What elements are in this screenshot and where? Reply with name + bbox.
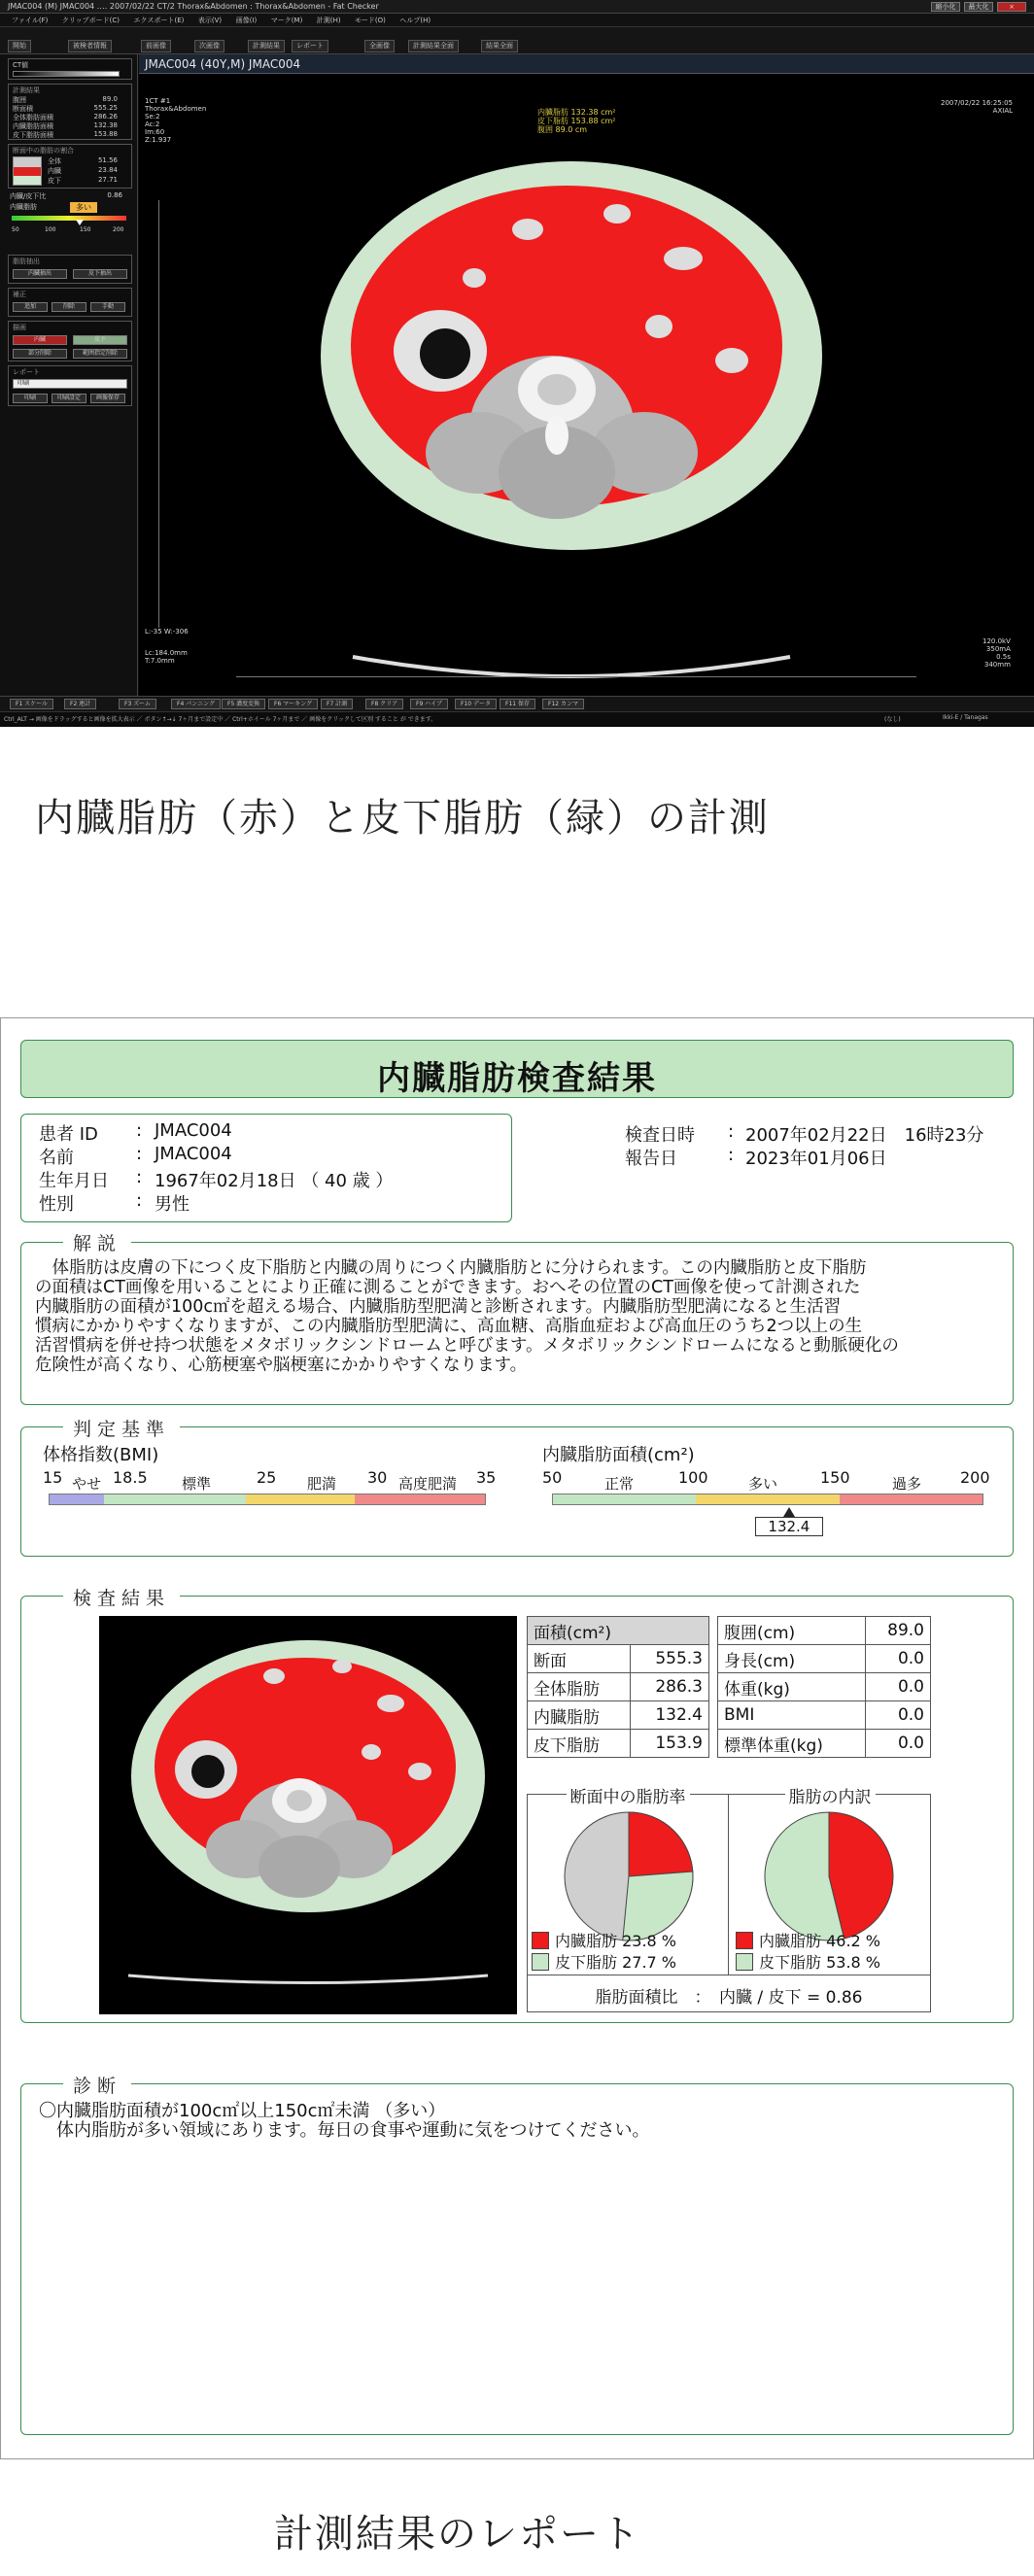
manual-button[interactable]: 手動 xyxy=(90,302,125,312)
explanation-line: 活習慣病を併せ持つ状態をメタボリックシンドロームと呼びます。メタボリックシンドロームになると動脈硬化の xyxy=(35,1336,899,1356)
explanation-line: の面積はCT画像を用いることにより正確に測ることができます。おへその位置のCT画像を使って計測された xyxy=(35,1278,861,1297)
overlay-text: 0.5s xyxy=(996,653,1011,661)
menu-clipboard[interactable]: クリップボード(C) xyxy=(61,17,120,24)
ratio-value: 27.71 xyxy=(97,176,118,184)
visceral-extract-button[interactable]: 内臓抽出 xyxy=(13,269,67,279)
fkey-button[interactable]: F3 ズーム xyxy=(119,699,156,709)
vfa-range-label: 過多 xyxy=(892,1475,922,1493)
correction-title: 補正 xyxy=(13,291,26,298)
report-section-title: レポート xyxy=(13,368,40,376)
vfa-tick: 150 xyxy=(80,226,91,233)
all-images-button[interactable]: 全画像 xyxy=(364,40,395,52)
status-user: Ikki-E / Tanagas xyxy=(943,714,988,721)
overlay-text: 340mm xyxy=(983,661,1011,669)
bmi-range-label: 標準 xyxy=(182,1475,212,1493)
left-panel xyxy=(0,54,138,696)
colon: : xyxy=(136,1144,143,1164)
overlay-text: Im:60 xyxy=(145,128,165,136)
bmi-seg-thin xyxy=(50,1494,104,1504)
vfa-tick: 50 xyxy=(542,1468,563,1487)
overlay-text: 1CT #1 xyxy=(145,97,171,105)
add-button[interactable]: 追加 xyxy=(13,302,48,312)
vfa-scale-bar xyxy=(552,1494,983,1505)
colon: : xyxy=(136,1190,143,1211)
horizontal-ruler xyxy=(236,676,916,677)
table-row xyxy=(528,1617,709,1645)
marker-arrow-icon xyxy=(783,1507,795,1517)
overlay-measure-value: 132.38 xyxy=(570,108,599,117)
fkey-button[interactable]: F9 ハイブ xyxy=(410,699,448,709)
vfa-title: 内臓脂肪面積(cm²) xyxy=(542,1445,695,1465)
report-title-box xyxy=(20,1040,1014,1098)
result-full-button[interactable]: 計測結果全面 xyxy=(408,40,459,52)
diagnosis-heading: 診断 xyxy=(63,2072,131,2098)
results-heading: 検査結果 xyxy=(63,1584,180,1610)
table-row xyxy=(718,1645,931,1673)
draw-subcut-button[interactable]: 皮下 xyxy=(73,335,127,345)
draw-title: 描画 xyxy=(13,324,26,331)
overlay-measure-label: 内臓脂肪 xyxy=(537,108,569,117)
overlay-measure-label: 皮下脂肪 xyxy=(537,117,569,125)
result-value: 153.88 xyxy=(93,130,118,138)
table-cell-value: 286.3 xyxy=(631,1673,709,1701)
table-cell-value: 132.4 xyxy=(631,1701,709,1730)
overlay-text: Lc:184.0mm xyxy=(145,649,188,657)
vfa-label: 内臓脂肪 xyxy=(10,203,37,211)
table-cell-value: 555.3 xyxy=(631,1645,709,1673)
result-label: 全体脂肪面積 xyxy=(13,114,53,121)
bmi-seg-severe xyxy=(355,1494,485,1504)
fkey-button[interactable]: F11 保存 xyxy=(500,699,535,709)
vfa-tick: 100 xyxy=(45,226,56,233)
menu-export[interactable]: エクスポート(E) xyxy=(133,17,185,24)
fkey-button[interactable]: F1 スケール xyxy=(10,699,53,709)
legend-swatch xyxy=(736,1932,753,1949)
result-value: 555.25 xyxy=(93,104,118,112)
legend-item xyxy=(532,1931,676,1952)
minimize-button[interactable]: 縮小化 xyxy=(931,2,960,12)
patient-name-value: JMAC004 xyxy=(155,1144,232,1164)
table-cell-value: 0.0 xyxy=(865,1645,930,1673)
menu-measure[interactable]: 計測(H) xyxy=(316,17,341,24)
table-row xyxy=(718,1673,931,1701)
area-table-header: 面積(cm²) xyxy=(528,1617,709,1645)
patient-id-value: JMAC004 xyxy=(155,1120,232,1141)
birthdate-label: 生年月日 xyxy=(39,1171,109,1191)
fat-ratio-text: 脂肪面積比 ： 内臓 / 皮下 = 0.86 xyxy=(595,1988,863,2008)
table-row xyxy=(528,1701,709,1730)
draw-section xyxy=(8,321,132,361)
vfa-scale-bar xyxy=(12,216,126,221)
ratio-label: 内臓 xyxy=(48,167,61,175)
report-button[interactable]: レポート xyxy=(292,40,328,52)
colon: : xyxy=(136,1120,143,1141)
menu-mode[interactable]: モード(O) xyxy=(355,17,386,24)
criteria-box xyxy=(20,1426,1014,1557)
pie-panel xyxy=(527,1788,931,2012)
overlay-measure-unit: cm xyxy=(574,125,588,134)
explanation-line: 危険性が高くなり、心筋梗塞や脳梗塞にかかりやすくなります。 xyxy=(35,1356,528,1375)
ratio-value: 51.56 xyxy=(97,156,118,164)
table-row xyxy=(528,1645,709,1673)
overlay-left-bottom xyxy=(145,628,189,665)
explanation-line: 慣病にかかりやすくなりますが、この内臓脂肪型肥満に、高血糖、高脂血症および高血圧のうち2つ以上の生 xyxy=(35,1317,863,1336)
vfa-range-label: 正常 xyxy=(604,1475,635,1493)
vs-ratio-label: 内臓/皮下比 xyxy=(10,192,47,200)
table-cell-label: 腹囲(cm) xyxy=(718,1617,866,1645)
result-button[interactable]: 計測結果 xyxy=(248,40,285,52)
bmi-tick: 25 xyxy=(257,1468,277,1487)
status-field: (なし) xyxy=(884,716,901,723)
body-table xyxy=(717,1616,931,1758)
fkey-button[interactable]: F5 濃度変換 xyxy=(222,699,265,709)
correction-section xyxy=(8,288,132,317)
vfa-seg-excess xyxy=(840,1494,982,1504)
vfa-marker-value: 132.4 xyxy=(755,1517,823,1536)
explanation-line: 体脂肪は皮膚の下につく皮下脂肪と内臓の周りにつく内臓脂肪とに分けられます。この内臓脂肪と皮下脂肪 xyxy=(35,1258,867,1278)
table-cell-label: 皮下脂肪 xyxy=(528,1730,631,1758)
fkey-button[interactable]: F8 クリア xyxy=(365,699,403,709)
table-cell-value: 153.9 xyxy=(631,1730,709,1758)
table-cell-label: BMI xyxy=(718,1701,866,1730)
colon: : xyxy=(728,1121,735,1142)
vfa-level-badge: 多い xyxy=(70,202,97,213)
overlay-text: L:-35 W:-306 xyxy=(145,628,189,635)
pie2-title-wrap xyxy=(729,1783,931,1807)
toolbar xyxy=(0,27,1034,54)
table-cell-label: 全体脂肪 xyxy=(528,1673,631,1701)
bmi-tick: 15 xyxy=(43,1468,63,1487)
explanation-box xyxy=(20,1242,1014,1405)
fkey-button[interactable]: F2 連計 xyxy=(64,699,96,709)
table-cell-label: 標準体重(kg) xyxy=(718,1730,866,1758)
legend-swatch xyxy=(736,1953,753,1971)
area-table xyxy=(527,1616,709,1758)
bmi-tick: 18.5 xyxy=(113,1468,148,1487)
pie2-title: 脂肪の内訳 xyxy=(785,1788,876,1807)
full-screen-button[interactable]: 結果全面 xyxy=(481,40,518,52)
colon: : xyxy=(136,1167,143,1187)
result-value: 132.38 xyxy=(93,121,118,129)
colon: : xyxy=(728,1145,735,1165)
save-image-button[interactable]: 画像保存 xyxy=(90,394,125,403)
table-row xyxy=(528,1673,709,1701)
overlay-measure-row xyxy=(537,117,616,125)
menu-bar xyxy=(0,14,1034,27)
legend-text: 皮下脂肪 53.8 % xyxy=(759,1953,881,1972)
vfa-marker-icon xyxy=(76,220,84,225)
ratio-row xyxy=(48,166,127,175)
overlay-measure-value: 153.88 xyxy=(570,117,599,125)
table-cell-value: 0.0 xyxy=(865,1730,930,1758)
legend-swatch xyxy=(532,1932,549,1949)
image-header-title: JMAC004 (40Y,M) JMAC004 xyxy=(145,57,301,71)
ct-slice-image xyxy=(275,152,868,696)
patient-name-label: 名前 xyxy=(39,1148,74,1168)
table-cell-value: 89.0 xyxy=(865,1617,930,1645)
overlay-text: Ac:2 xyxy=(145,120,160,128)
overlay-measure-unit: cm² xyxy=(601,108,616,117)
window-title: JMAC004 (M) JMAC004 ‥‥ 2007/02/22 CT/2 Thorax&Abdomen : Thorax&Abdomen - Fat Checker xyxy=(8,2,379,11)
legend-text: 皮下脂肪 27.7 % xyxy=(555,1953,677,1972)
bmi-range-label: やせ xyxy=(72,1475,102,1493)
table-cell-value: 0.0 xyxy=(865,1701,930,1730)
overlay-measure-unit: cm² xyxy=(601,117,616,125)
bmi-range-label: 肥満 xyxy=(307,1475,337,1493)
vfa-tick: 50 xyxy=(12,226,19,233)
vfa-value-marker xyxy=(755,1507,823,1536)
draw-visceral-button[interactable]: 内臓 xyxy=(13,335,67,345)
extract-section xyxy=(8,255,132,284)
vfa-tick: 200 xyxy=(113,226,124,233)
pie1-legend xyxy=(532,1931,676,1974)
start-button[interactable]: 開始 xyxy=(8,40,31,52)
patient-info-button[interactable]: 被検者情報 xyxy=(68,40,112,52)
report-title: 内臓脂肪検査結果 xyxy=(377,1059,657,1098)
range-delete-button[interactable]: 範囲指定削除 xyxy=(73,349,127,359)
result-row xyxy=(13,121,127,130)
overlay-measure-row xyxy=(537,125,616,134)
criteria-heading: 判定基準 xyxy=(63,1415,180,1441)
ct-image-viewer[interactable] xyxy=(139,54,1034,696)
sex-label: 性別 xyxy=(39,1194,74,1215)
pie2-legend xyxy=(736,1931,880,1974)
legend-item xyxy=(736,1952,880,1974)
pie1-title: 断面中の脂肪率 xyxy=(567,1788,690,1807)
ct-value-label: CT値 xyxy=(13,61,29,69)
sex-value: 男性 xyxy=(155,1194,190,1215)
ratio-label: 全体 xyxy=(48,157,61,165)
table-cell-label: 身長(cm) xyxy=(718,1645,866,1673)
report-section xyxy=(8,365,132,406)
partial-delete-button[interactable]: 部分削除 xyxy=(13,349,67,359)
vfa-tick: 200 xyxy=(960,1468,990,1487)
vfa-tick: 100 xyxy=(678,1468,708,1487)
measure-results-title: 計測結果 xyxy=(13,86,40,94)
prev-image-button[interactable]: 前画像 xyxy=(141,40,171,52)
caption-measurement: 内臓脂肪（赤）と皮下脂肪（緑）の計測 xyxy=(35,796,770,841)
overlay-text: Thorax&Abdomen xyxy=(145,105,207,113)
table-cell-label: 内臓脂肪 xyxy=(528,1701,631,1730)
delete-button[interactable]: 削除 xyxy=(52,302,86,312)
result-row xyxy=(13,130,127,139)
overlay-text: 120.0kV xyxy=(982,637,1011,645)
bmi-tick: 35 xyxy=(476,1468,497,1487)
table-cell-label: 体重(kg) xyxy=(718,1673,866,1701)
bmi-range-label: 高度肥満 xyxy=(398,1475,458,1493)
explanation-heading: 解説 xyxy=(63,1229,131,1255)
diagnosis-line: 〇内臓脂肪面積が100c㎡以上150c㎡未満 （多い） xyxy=(39,2101,446,2121)
measure-results-section xyxy=(8,84,132,140)
ratio-row xyxy=(48,156,127,165)
fkey-button[interactable]: F4 パンニング xyxy=(171,699,221,709)
overlay-text: T:7.0mm xyxy=(145,657,175,665)
legend-item xyxy=(532,1952,676,1974)
results-box xyxy=(20,1596,1014,2023)
table-cell-label: 断面 xyxy=(528,1645,631,1673)
maximize-button[interactable]: 最大化 xyxy=(964,2,993,12)
bmi-seg-obese xyxy=(246,1494,355,1504)
next-image-button[interactable]: 次画像 xyxy=(194,40,224,52)
print-settings-button[interactable]: 印刷設定 xyxy=(52,394,86,403)
pie1-visceral-slice xyxy=(629,1812,693,1876)
report-date-label: 報告日 xyxy=(625,1149,677,1169)
subcut-extract-button[interactable]: 皮下抽出 xyxy=(73,269,127,279)
report-date-value: 2023年01月06日 xyxy=(745,1149,887,1169)
menu-image[interactable]: 画像(I) xyxy=(235,17,258,24)
vfa-indicator xyxy=(10,202,132,239)
result-value: 286.26 xyxy=(93,113,118,120)
ratio-row xyxy=(48,176,127,185)
ct-window-slider[interactable] xyxy=(13,71,120,77)
patient-id-label: 患者 ID xyxy=(39,1124,98,1145)
table-row xyxy=(718,1701,931,1730)
image-header xyxy=(139,54,1034,74)
vertical-ruler xyxy=(158,200,159,628)
ratio-label: 皮下 xyxy=(48,177,61,185)
fat-ratio-section xyxy=(8,144,132,189)
fkey-button[interactable]: F12 カンマ xyxy=(542,699,584,709)
bmi-tick: 30 xyxy=(367,1468,388,1487)
result-label: 断面積 xyxy=(13,105,33,113)
vfa-tick: 150 xyxy=(820,1468,850,1487)
vfa-seg-normal xyxy=(553,1494,696,1504)
menu-mark[interactable]: マーク(M) xyxy=(270,17,303,24)
vs-ratio-value: 0.86 xyxy=(107,191,122,199)
overlay-measure-label: 腹囲 xyxy=(537,125,553,134)
menu-help[interactable]: ヘルプ(H) xyxy=(399,17,431,24)
legend-item xyxy=(736,1931,880,1952)
fkey-button[interactable]: F6 マーキング xyxy=(268,699,318,709)
overlay-right-bottom xyxy=(982,637,1011,669)
result-label: 腹囲 xyxy=(13,96,26,104)
result-row xyxy=(13,95,127,104)
overlay-text: 350mA xyxy=(985,645,1011,653)
patient-box xyxy=(20,1114,512,1222)
vs-ratio-row xyxy=(10,191,132,200)
overlay-text: Z:1.937 xyxy=(145,136,172,144)
explanation-line: 内臓脂肪の面積が100c㎡を超える場合、内臓脂肪型肥満と診断されます。内臓脂肪型肥満になると生活習 xyxy=(35,1297,842,1317)
table-row xyxy=(528,1730,709,1758)
vfa-seg-high xyxy=(696,1494,839,1504)
diagnosis-line: 体内脂肪が多い領域にあります。毎日の食事や運動に気をつけてください。 xyxy=(39,2120,650,2141)
table-row xyxy=(718,1730,931,1758)
fat-checker-window xyxy=(0,0,1034,727)
exam-date-value: 2007年02月22日 16時23分 xyxy=(745,1125,984,1146)
legend-text: 内臓脂肪 46.2 % xyxy=(759,1932,881,1950)
title-bar xyxy=(0,0,1034,14)
report-select[interactable]: 印刷 xyxy=(13,379,127,389)
vfa-range-label: 多い xyxy=(748,1475,778,1493)
result-row xyxy=(13,104,127,113)
diagnosis-box xyxy=(20,2083,1014,2435)
overlay-measure-row xyxy=(537,108,616,117)
overlay-text: Se:2 xyxy=(145,113,160,120)
menu-file[interactable]: ファイル(F) xyxy=(12,17,49,24)
report-page xyxy=(0,1017,1034,2459)
overlay-datetime: 2007/02/22 16:25:05 AXIAL xyxy=(941,99,1014,115)
overlay-measure xyxy=(537,108,616,134)
birthdate-value: 1967年02月18日 （ 40 歳 ） xyxy=(155,1171,394,1191)
explanation-text xyxy=(35,1258,899,1375)
result-label: 皮下脂肪面積 xyxy=(13,131,53,139)
close-button[interactable]: × xyxy=(997,2,1026,12)
caption-report: 計測結果のレポート xyxy=(274,2512,641,2557)
bmi-seg-normal xyxy=(104,1494,246,1504)
table-row xyxy=(718,1617,931,1645)
pie1-title-wrap xyxy=(528,1783,728,1807)
pie1-chart xyxy=(563,1810,695,1942)
ct-value-section xyxy=(8,58,132,80)
ratio-value: 23.84 xyxy=(97,166,118,174)
table-cell-value: 0.0 xyxy=(865,1673,930,1701)
result-row xyxy=(13,113,127,121)
legend-swatch xyxy=(532,1953,549,1971)
extract-title: 脂肪抽出 xyxy=(13,258,40,265)
fkey-button[interactable]: F10 データ xyxy=(455,699,497,709)
overlay-left-top xyxy=(145,97,206,144)
fat-ratio-title: 断面中の脂肪の割合 xyxy=(13,147,74,155)
ratio-swatch-panel xyxy=(13,156,42,186)
status-message: Ctrl_ALT → 画像をドラッグすると画像を拡大表示 ／ ボタン↑→↓ 7ヶ月まで設定中 ／ Ctrl+ホイール 7ヶ月まで ／ 画像をクリックして区別 すること が できます。 xyxy=(4,716,437,723)
result-label: 内臓脂肪面積 xyxy=(13,122,53,130)
result-value: 89.0 xyxy=(102,95,118,103)
print-button[interactable]: 印刷 xyxy=(13,394,48,403)
legend-text: 内臓脂肪 23.8 % xyxy=(555,1932,677,1950)
function-key-bar xyxy=(0,696,1034,711)
bmi-title: 体格指数(BMI) xyxy=(43,1445,159,1465)
pie2-chart xyxy=(763,1810,895,1942)
bmi-scale-bar xyxy=(49,1494,486,1505)
message-bar xyxy=(0,711,1034,725)
menu-view[interactable]: 表示(V) xyxy=(197,17,223,24)
fkey-button[interactable]: F7 計測 xyxy=(321,699,353,709)
overlay-measure-value: 89.0 xyxy=(555,125,573,134)
exam-date-label: 検査日時 xyxy=(625,1125,695,1146)
report-ct-image xyxy=(99,1616,517,2014)
diagnosis-text xyxy=(39,2102,650,2141)
